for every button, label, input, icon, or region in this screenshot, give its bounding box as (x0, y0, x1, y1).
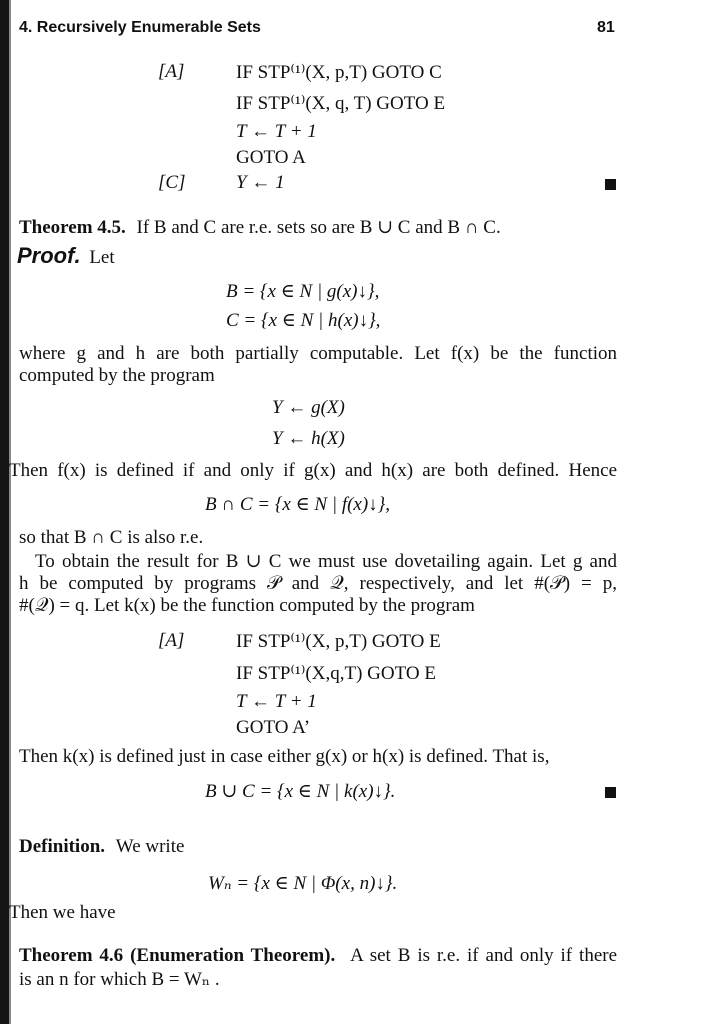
equation-c: C = {x ∈ N | h(x)↓}, (226, 310, 381, 331)
program-line: T ← T + 1 (236, 121, 317, 142)
program-line: IF STP⁽¹⁾(X, p,T) GOTO E (236, 631, 441, 652)
program-line: IF STP⁽¹⁾(X, q, T) GOTO E (236, 93, 446, 114)
paragraph-line: Then f(x) is defined if and only if g(x) and h(x) are both defined. Hence (9, 460, 617, 481)
theorem-statement: If B and C are r.e. sets so are B ∪ C and B ∩ C. (136, 217, 501, 238)
program-label-a: [A] (158, 61, 185, 82)
program-label-c: [C] (158, 172, 186, 193)
theorem-statement-line2: is an n for which B = Wₙ . (19, 969, 220, 990)
scan-edge-shadow (9, 0, 11, 1024)
theorem-statement: A set B is r.e. if and only if there (350, 945, 618, 966)
definition-text: We write (115, 836, 185, 857)
paragraph-line: Then we have (9, 902, 116, 923)
paragraph-line: where g and h are both partially computable. Let f(x) be the function (19, 343, 617, 364)
paragraph-line: so that B ∩ C is also r.e. (19, 527, 204, 548)
equation-b: B = {x ∈ N | g(x)↓}, (226, 281, 380, 302)
definition (19, 836, 184, 858)
program-line: T ← T + 1 (236, 691, 317, 712)
program-line: Y ← h(X) (272, 428, 345, 449)
equation-intersection: B ∩ C = {x ∈ N | f(x)↓}, (205, 494, 391, 515)
paragraph-line: computed by the program (19, 365, 215, 386)
page-number: 81 (597, 19, 615, 36)
paragraph-line: #(𝒬) = q. Let k(x) be the function computed by the program (19, 595, 475, 616)
equation-union: B ∪ C = {x ∈ N | k(x)↓}. (205, 781, 396, 802)
program-line: IF STP⁽¹⁾(X, p,T) GOTO C (236, 62, 442, 83)
theorem-4-6 (19, 945, 617, 967)
program-line: GOTO A (236, 147, 306, 168)
proof-heading (17, 243, 115, 269)
program-line: Y ← g(X) (272, 397, 345, 418)
program-line: Y ← 1 (236, 172, 285, 193)
paragraph-line: To obtain the result for B ∪ C we must use dovetailing again. Let g and (35, 551, 617, 572)
theorem-title: Theorem 4.5. (19, 217, 126, 238)
equation-w: Wₙ = {x ∈ N | Φ(x, n)↓}. (208, 873, 398, 894)
theorem-title: Theorem 4.6 (Enumeration Theorem). (19, 945, 336, 966)
qed-square (605, 179, 616, 190)
proof-let: Let (89, 247, 115, 268)
theorem-4-5 (19, 216, 501, 239)
paragraph-line: Then k(x) is defined just in case either g(x) or h(x) is defined. That is, (19, 746, 550, 767)
scan-edge-bar (0, 0, 9, 1024)
paragraph-line: h be computed by programs 𝒫 and 𝒬, respectively, and let #(𝒫) = p, (19, 573, 617, 594)
running-header-title: 4. Recursively Enumerable Sets (19, 19, 261, 36)
program-line: GOTO A’ (236, 717, 311, 738)
program-line: IF STP⁽¹⁾(X,q,T) GOTO E (236, 663, 436, 684)
program-label-a: [A] (158, 630, 185, 651)
proof-word: Proof. (17, 243, 81, 268)
definition-title: Definition. (19, 836, 106, 857)
qed-square (605, 787, 616, 798)
